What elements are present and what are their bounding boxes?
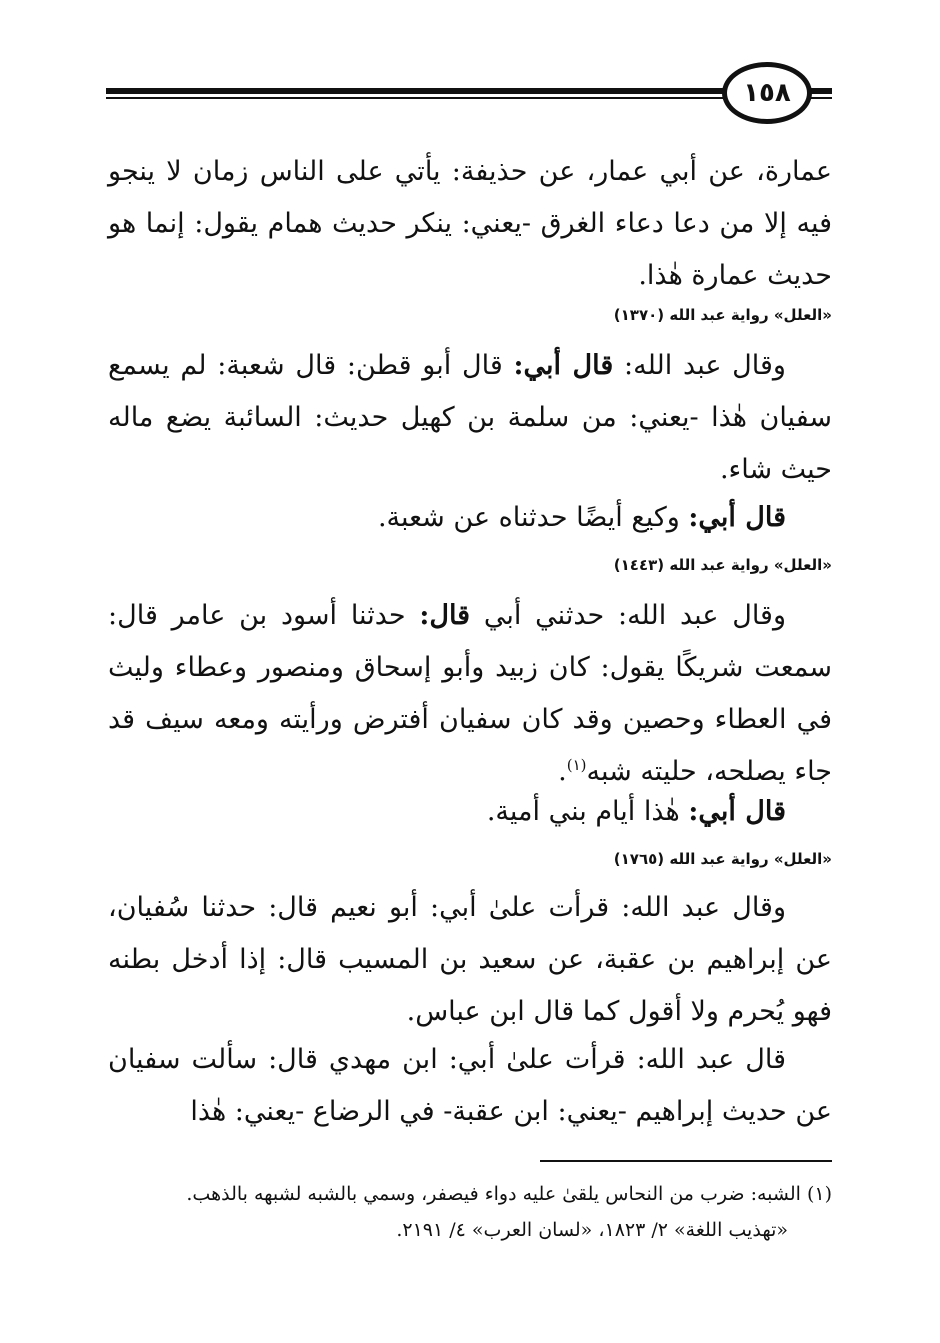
footnote-line-2: «تهذيب اللغة» ٢/ ١٨٢٣، «لسان العرب» ٤/ ٢١٩١. [396, 1219, 788, 1241]
paragraph-4: وقال عبد الله: حدثني أبي قال: حدثنا أسود بن عامر قال: سمعت شريكًا يقول: كان زبيد وأبو إسحاق ومنصور وعطاء وليث في العطاء وحصين وقد كان سفيان أفترض ورأيته ومعه سيف قد جاء يصلحه، حليته شبه$^{(١)}$. [108, 600, 832, 787]
footnote-line-1: (١) الشبه: ضرب من النحاس يلقىٰ عليه دواء فيصفر، وسمي بالشبه لشبهه بالذهب. [186, 1183, 832, 1205]
paragraph-3: قال أبي: وكيع أيضًا حدثناه عن شعبة. [377, 502, 786, 533]
footnote-marker[interactable]: (١) [566, 756, 587, 774]
paragraph-6: وقال عبد الله: قرأت علىٰ أبي: أبو نعيم قال: حدثنا سُفيان، عن إبراهيم بن عقبة، عن سعيد بن المسيب قال: إذا أدخل بطنه فهو يُحرم ولا أقول كما قال ابن عباس. [108, 892, 832, 1027]
bold-phrase: قال: [419, 600, 471, 631]
bold-phrase: قال أبي: [688, 796, 786, 827]
bold-phrase: قال أبي: [513, 350, 614, 381]
citation-ref: «العلل» رواية عبد الله (١٧٦٥) [613, 850, 832, 868]
footnote-divider [540, 1160, 832, 1162]
bold-phrase: قال أبي: [688, 502, 786, 533]
paragraph-5: قال أبي: هٰذا أيام بني أمية. [486, 796, 786, 827]
footnote [108, 1176, 832, 1248]
citation-ref: «العلل» رواية عبد الله (١٤٤٣) [613, 556, 832, 574]
page-number-badge: ١٥٨ [722, 62, 812, 124]
paragraph-1: عمارة، عن أبي عمار، عن حذيفة: يأتي على الناس زمان لا ينجو فيه إلا من دعا دعاء الغرق -يعني: ينكر حديث همام يقول: إنما هو حديث عمارة هٰذا. [108, 156, 832, 291]
citation-ref: «العلل» رواية عبد الله (١٣٧٠) [613, 306, 832, 324]
paragraph-7: قال عبد الله: قرأت علىٰ أبي: ابن مهدي قال: سألت سفيان عن حديث إبراهيم -يعني: ابن عقبة- في الرضاع -يعني: هٰذا [108, 1044, 832, 1127]
paragraph-2: وقال عبد الله: قال أبي: قال أبو قطن: قال شعبة: لم يسمع سفيان هٰذا -يعني: من سلمة بن كهيل حديث: السائبة يضع ماله حيث شاء. [108, 350, 832, 485]
